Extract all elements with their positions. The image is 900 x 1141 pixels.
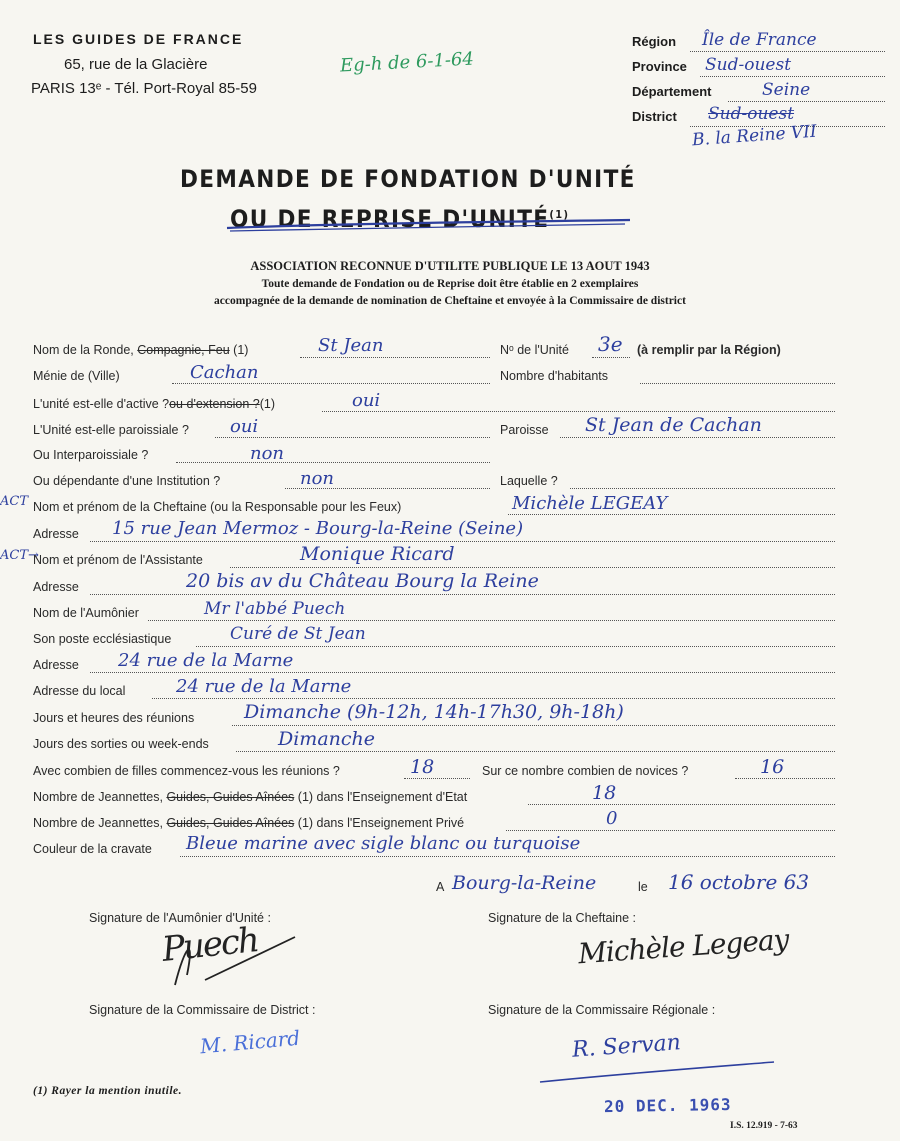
active-line (322, 411, 835, 412)
org-address: 65, rue de la Glacière (64, 56, 208, 73)
region-value: Île de France (702, 30, 817, 50)
title-line1: DEMANDE DE FONDATION D'UNITÉ (180, 165, 636, 193)
prive-value: 0 (606, 808, 618, 829)
assistante-margin-note: ACT→ (0, 548, 39, 563)
cheftaine-margin-note: ACT (0, 494, 29, 509)
adresse1-line (90, 541, 835, 542)
paroissiale-label: L'Unité est-elle paroissiale ? (33, 423, 189, 437)
adresse3-label: Adresse (33, 658, 79, 672)
departement-label: Département (632, 84, 712, 99)
prive-label-a: Nombre de Jeannettes, (33, 816, 163, 830)
poste-label: Son poste ecclésiastique (33, 632, 172, 646)
paroissiale-value: oui (230, 416, 259, 437)
district-label: District (632, 109, 677, 124)
adresse1-label: Adresse (33, 527, 79, 541)
assistante-label: Nom et prénom de l'Assistante (33, 553, 203, 567)
etat-value: 18 (592, 782, 617, 804)
date-value: 16 octobre 63 (668, 870, 810, 894)
adresse3-value: 24 rue de la Marne (118, 650, 294, 671)
local-line (152, 698, 835, 699)
filles-label: Avec combien de filles commencez-vous les réunions ? (33, 764, 340, 778)
province-value: Sud-ouest (705, 55, 792, 75)
menie-label: Ménie de (Ville) (33, 369, 120, 383)
adresse3-line (90, 672, 835, 673)
unite-no-note: (à remplir par la Région) (637, 343, 781, 357)
region-line (690, 51, 885, 52)
sig-aumonier: Puech (160, 920, 260, 970)
interparoissiale-label: Ou Interparoissiale ? (33, 448, 149, 462)
sorties-label: Jours des sorties ou week-ends (33, 737, 209, 751)
cravate-line (180, 856, 835, 857)
interparoissiale-line (176, 462, 490, 463)
active-note: (1) (259, 397, 276, 411)
sorties-line (236, 751, 835, 752)
reunions-label: Jours et heures des réunions (33, 711, 195, 725)
reunions-line (232, 725, 835, 726)
local-value: 24 rue de la Marne (176, 676, 352, 697)
sig-commissaire-regionale-underline (538, 1058, 778, 1088)
sig-aumonier-label: Signature de l'Aumônier d'Unité : (89, 911, 271, 925)
etat-label-wrap (33, 790, 467, 804)
adresse2-value: 20 bis av du Château Bourg la Reine (186, 570, 539, 592)
ronde-value: St Jean (318, 335, 384, 356)
prive-line (506, 830, 835, 831)
footer-ref: I.S. 12.919 - 7-63 (730, 1121, 798, 1131)
title-strikethrough (225, 212, 635, 236)
habitants-label: Nombre d'habitants (500, 369, 609, 383)
sig-cheftaine-label: Signature de la Cheftaine : (488, 911, 637, 925)
unite-no-label: Nᵒ de l'Unité (500, 343, 569, 357)
cheftaine-label: Nom et prénom de la Cheftaine (ou la Responsable pour les Feux) (33, 500, 402, 514)
etat-line (528, 804, 835, 805)
received-date-stamp: 20 DEC. 1963 (603, 1094, 732, 1117)
unite-no-line (592, 357, 630, 358)
interparoissiale-value: non (250, 443, 285, 464)
adresse1-value: 15 rue Jean Mermoz - Bourg-la-Reine (Seine) (112, 518, 524, 539)
sorties-value: Dimanche (278, 728, 376, 750)
district-value: B. la Reine VII (691, 121, 818, 151)
novices-value: 16 (760, 756, 785, 778)
aumonier-line (148, 620, 835, 621)
poste-value: Curé de St Jean (230, 624, 366, 644)
novices-label: Sur ce nombre combien de novices ? (482, 764, 689, 778)
sig-commissaire-regionale: R. Servan (571, 1030, 682, 1063)
etat-label-b: (1) dans l'Enseignement d'Etat (297, 790, 468, 804)
paroisse-line (560, 437, 835, 438)
sig-commissaire-district-label: Signature de la Commissaire de District : (89, 1003, 316, 1017)
departement-value: Seine (762, 80, 811, 100)
menie-value: Cachan (190, 362, 259, 383)
date-place: Bourg-la-Reine (452, 872, 597, 894)
adresse2-line (90, 594, 835, 595)
region-label: Région (632, 34, 677, 49)
aumonier-value: Mr l'abbé Puech (204, 599, 346, 619)
footnote: (1) Rayer la mention inutile. (33, 1085, 182, 1097)
title-line2-note: (1) (549, 208, 570, 221)
ronde-label: Nom de la Ronde, (33, 343, 134, 357)
org-name: LES GUIDES DE FRANCE (33, 31, 244, 47)
date-le: le (638, 880, 648, 894)
org-phone: PARIS 13ᵉ - Tél. Port-Royal 85-59 (31, 80, 257, 97)
ronde-struck: Compagnie, Feu (137, 343, 230, 357)
prive-label-wrap (33, 816, 464, 830)
active-label: L'unité est-elle d'active ? (33, 397, 170, 411)
poste-line (196, 646, 835, 647)
ronde-line (300, 357, 490, 358)
ronde-note: (1) (233, 343, 249, 357)
filles-value: 18 (410, 756, 435, 778)
paroisse-value: St Jean de Cachan (585, 414, 762, 436)
menie-line (172, 383, 490, 384)
institution-label: Ou dépendante d'une Institution ? (33, 474, 221, 488)
paroisse-label: Paroisse (500, 423, 549, 437)
sig-commissaire-district: M. Ricard (199, 1025, 301, 1059)
unite-no-value: 3e (598, 332, 623, 356)
instruction-line1: Toute demande de Fondation ou de Reprise doit être établie en 2 exemplaires (261, 278, 639, 290)
handwritten-reference: Eg-h de 6-1-64 (339, 48, 475, 77)
laquelle-line (570, 488, 835, 489)
cheftaine-value: Michèle LEGEAY (512, 493, 668, 514)
assistante-line (230, 567, 835, 568)
active-value: oui (352, 390, 381, 411)
prive-struck: Guides, Guides Aînées (166, 816, 295, 830)
date-prefix: A (436, 880, 445, 894)
reunions-value: Dimanche (9h-12h, 14h-17h30, 9h-18h) (244, 701, 624, 723)
paroissiale-line (215, 437, 490, 438)
sig-aumonier-flourish (165, 925, 305, 995)
sig-cheftaine: Michèle Legeay (577, 922, 790, 971)
etat-struck: Guides, Guides Aînées (166, 790, 295, 804)
etat-label-a: Nombre de Jeannettes, (33, 790, 163, 804)
active-struck: ou d'extension ? (169, 397, 260, 411)
sig-commissaire-regionale-label: Signature de la Commissaire Régionale : (488, 1003, 716, 1017)
district-value-struck: Sud-ouest (708, 104, 795, 124)
ronde-label-wrap (33, 343, 248, 357)
institution-value: non (300, 468, 335, 489)
laquelle-label: Laquelle ? (500, 474, 558, 488)
cravate-value: Bleue marine avec sigle blanc ou turquoise (186, 833, 581, 854)
title-line2: OU DE REPRISE D'UNITÉ (230, 205, 550, 233)
active-label-wrap (33, 397, 275, 411)
local-label: Adresse du local (33, 684, 126, 698)
province-label: Province (632, 59, 687, 74)
filles-line (404, 778, 470, 779)
aumonier-label: Nom de l'Aumônier (33, 606, 139, 620)
habitants-line (640, 383, 835, 384)
cheftaine-line (508, 514, 835, 515)
novices-line (735, 778, 835, 779)
departement-line (728, 101, 885, 102)
province-line (700, 76, 885, 77)
association-notice: ASSOCIATION RECONNUE D'UTILITE PUBLIQUE LE 13 AOUT 1943 (250, 259, 650, 273)
instruction-line2: accompagnée de la demande de nomination de Cheftaine et envoyée à la Commissaire de district (214, 295, 686, 307)
prive-label-b: (1) dans l'Enseignement Privé (297, 816, 465, 830)
cravate-label: Couleur de la cravate (33, 842, 152, 856)
adresse2-label: Adresse (33, 580, 79, 594)
assistante-value: Monique Ricard (300, 543, 455, 565)
